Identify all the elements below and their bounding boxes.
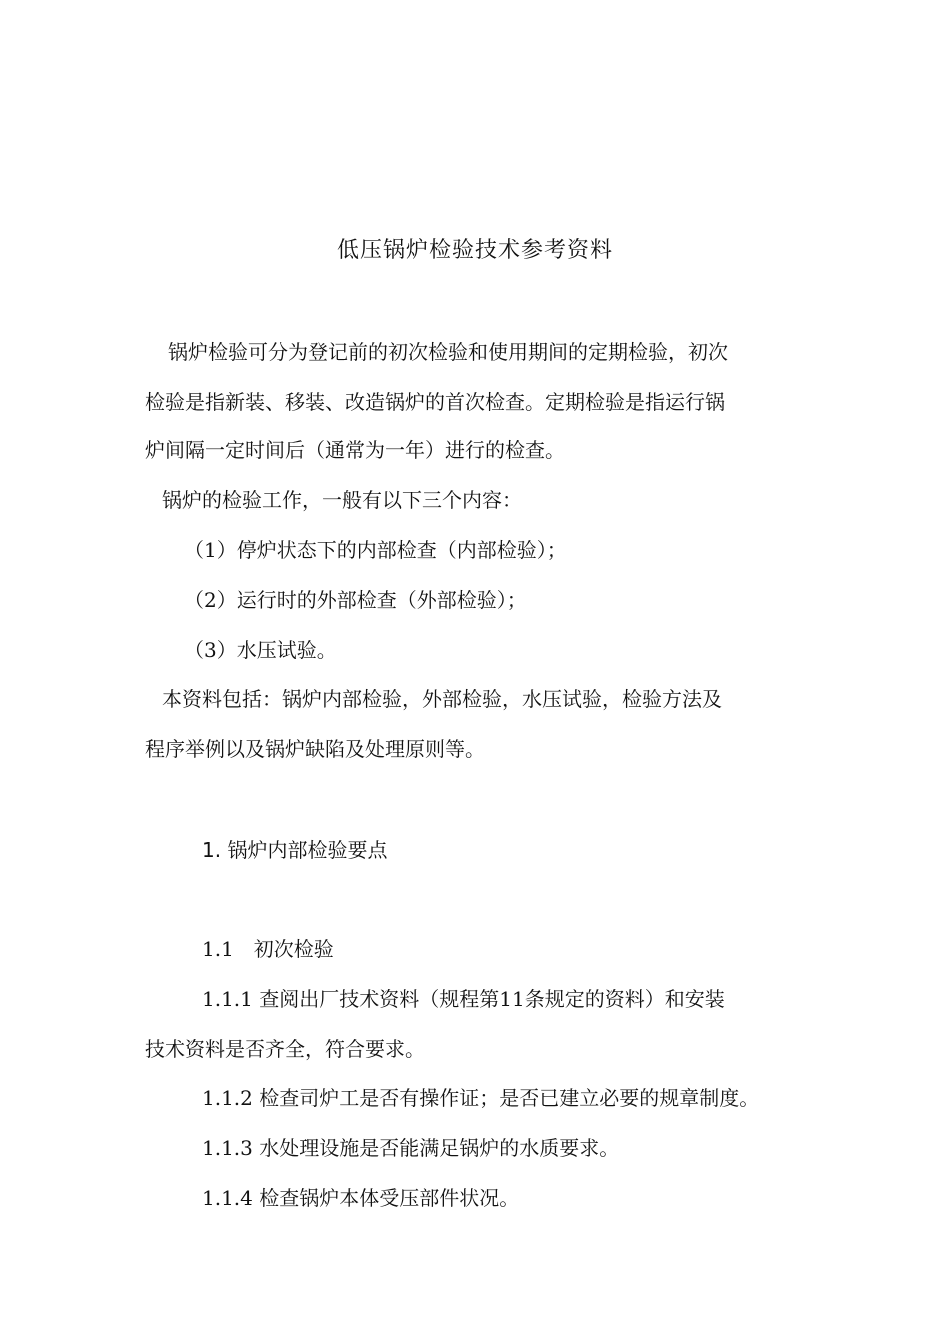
intro-line: 炉间隔一定时间后（通常为一年）进行的检查。 [145, 438, 565, 462]
list-item: （1）停炉状态下的内部检查（内部检验）； [184, 538, 567, 562]
list-item: （3）水压试验。 [184, 638, 337, 662]
scope-line: 本资料包括：锅炉内部检验，外部检验，水压试验，检验方法及 [162, 687, 722, 711]
clause-line: 1.1.1 查阅出厂技术资料（规程第11条规定的资料）和安装 [202, 987, 725, 1011]
list-item: （2）运行时的外部检查（外部检验）； [184, 588, 527, 612]
clause-line: 技术资料是否齐全，符合要求。 [145, 1037, 425, 1061]
scope-line: 程序举例以及锅炉缺陷及处理原则等。 [145, 737, 485, 761]
intro-line: 锅炉检验可分为登记前的初次检验和使用期间的定期检验，初次 [168, 340, 728, 364]
clause-line: 1.1.4 检查锅炉本体受压部件状况。 [202, 1186, 520, 1210]
document-title: 低压锅炉检验技术参考资料 [336, 238, 613, 263]
section-heading: 1. 锅炉内部检验要点 [202, 838, 388, 862]
clause-line: 1.1.3 水处理设施是否能满足锅炉的水质要求。 [202, 1136, 620, 1160]
intro-line: 检验是指新装、移装、改造锅炉的首次检查。定期检验是指运行锅 [145, 390, 725, 414]
clause-line: 1.1.2 检查司炉工是否有操作证；是否已建立必要的规章制度。 [202, 1086, 760, 1110]
lead-line: 锅炉的检验工作，一般有以下三个内容： [162, 488, 522, 512]
subsection-heading: 1.1 初次检验 [202, 937, 334, 961]
